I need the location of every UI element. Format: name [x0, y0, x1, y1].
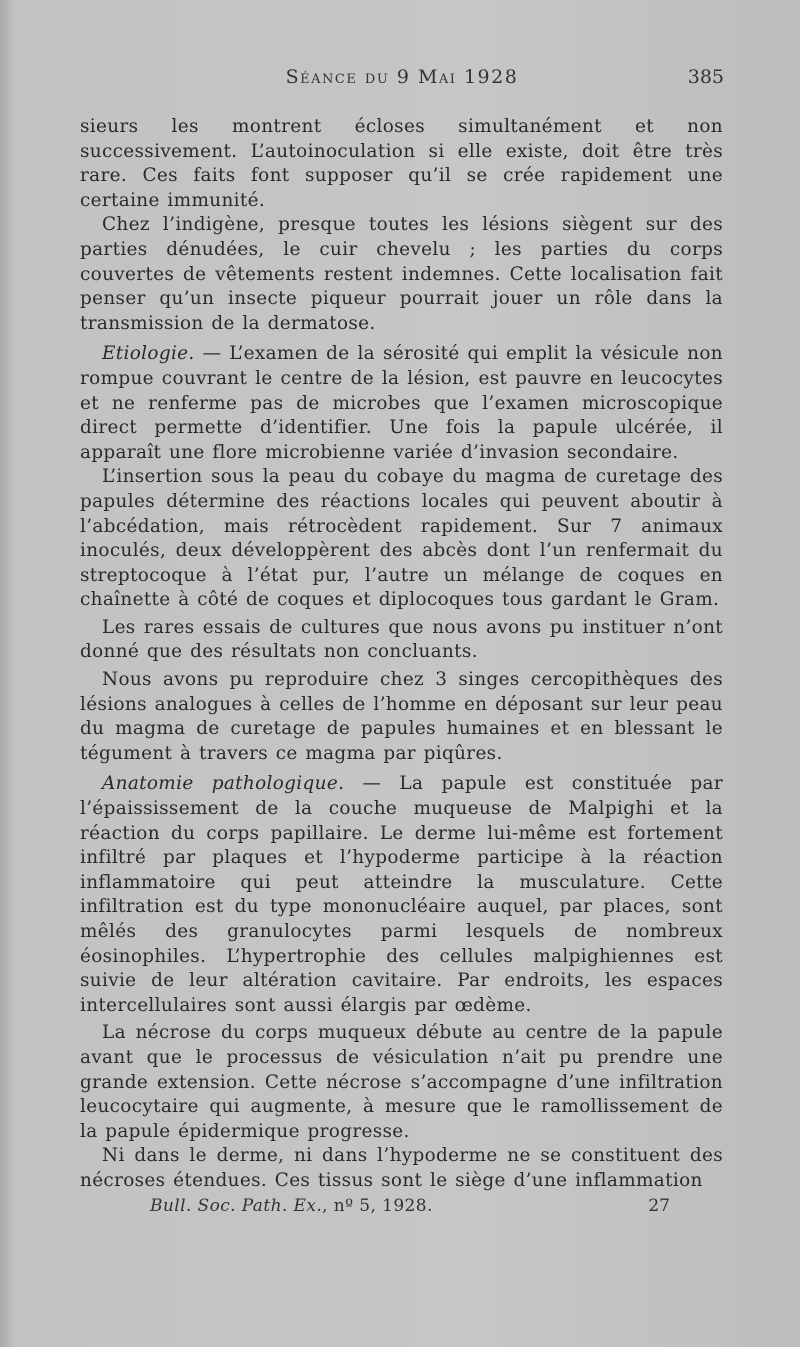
page-number: 385 [687, 66, 724, 88]
paragraph-9: Ni dans le derme, ni dans l’hypoderme ne se constituent des nécroses étendues. Ces tissus sont le siège d’une inflammation [80, 1145, 723, 1191]
footer-citation [150, 1196, 433, 1216]
running-title: Séance du 9 Mai 1928 [285, 66, 519, 88]
paragraph-etiology [80, 342, 723, 465]
paragraph-anatomy-text: — La papule est constituée par l’épaississement de la couche muqueuse de Malpighi et la réaction du corps papillaire. Le derme lui-même est fortement infiltré par plaques et l’hypoderme participe à la réaction inflammatoire qui peut atteindre la musculature. Cette infiltration est du type mononucléaire auquel, par places, sont mêlés des granulocytes parmi lesquels de nombreux éosinophiles. L’hypertrophie des cellules malpighiennes est suivie de leur altération cavitaire. Par endroits, les espaces intercellulaires sont aussi élargis par œdème. [80, 773, 723, 1016]
paragraph-anatomy [80, 772, 723, 1018]
paragraph-etiology-text: — L’examen de la sérosité qui emplit la vésicule non rompue couvrant le centre de la lésion, est pauvre en leucocytes et ne renferme pas de microbes que l’examen microscopique direct permette d’identifier. Une fois la papule ulcérée, il apparaît une flore microbienne variée d’invasion secondaire. [80, 343, 723, 463]
paragraph-5: Les rares essais de cultures que nous avons pu instituer n’ont donné que des résultats non concluants. [80, 616, 723, 663]
section-head-etiology: Etiologie. [102, 343, 195, 365]
paragraph-4: L’insertion sous la peau du cobaye du magma de curetage des papules détermine des réactions locales qui peuvent aboutir à l’abcédation, mais rétrocèdent rapidement. Sur 7 animaux inoculés, deux développèrent des abcès dont l’un renfermait du streptocoque à l’état pur, l’autre un mélange de coques en chaînette à côté de coques et diplocoques tous gardant le Gram. [80, 466, 723, 611]
paragraph-2: Chez l’indigène, presque toutes les lésions siègent sur des parties dénudées, le cuir chevelu ; les parties du corps couvertes de vêtements restent indemnes. Cette localisation fait penser qu’un insecte piqueur pourrait jouer un rôle dans la transmission de la dermatose. [80, 214, 723, 334]
page-footer [150, 1196, 670, 1222]
running-head [80, 66, 724, 96]
section-head-anatomy: Anatomie pathologique. [102, 773, 345, 795]
paragraph-8: La nécrose du corps muqueux débute au centre de la papule avant que le processus de vésiculation n’ait pu prendre une grande extension. Cette nécrose s’accompagne d’une infiltration leucocytaire qui augmente, à mesure que le ramollissement de la papule épidermique progresse. [80, 1022, 723, 1142]
citation-issue: , nº 5, 1928. [322, 1196, 433, 1216]
body-text [80, 115, 723, 1194]
paragraph-6: Nous avons pu reproduire chez 3 singes cercopithèques des lésions analogues à celles de l’homme en déposant sur leur peau du magma de curetage de papules humaines et en blessant le tégument à travers ce magma par piqûres. [80, 669, 723, 764]
signature-number: 27 [648, 1196, 670, 1216]
paragraph-1: sieurs les montrent écloses simultanément et non successivement. L’autoinoculation si elle existe, doit être très rare. Ces faits font supposer qu’il se crée rapidement une certaine immunité. [80, 116, 723, 211]
citation-journal: Bull. Soc. Path. Ex. [150, 1196, 323, 1216]
